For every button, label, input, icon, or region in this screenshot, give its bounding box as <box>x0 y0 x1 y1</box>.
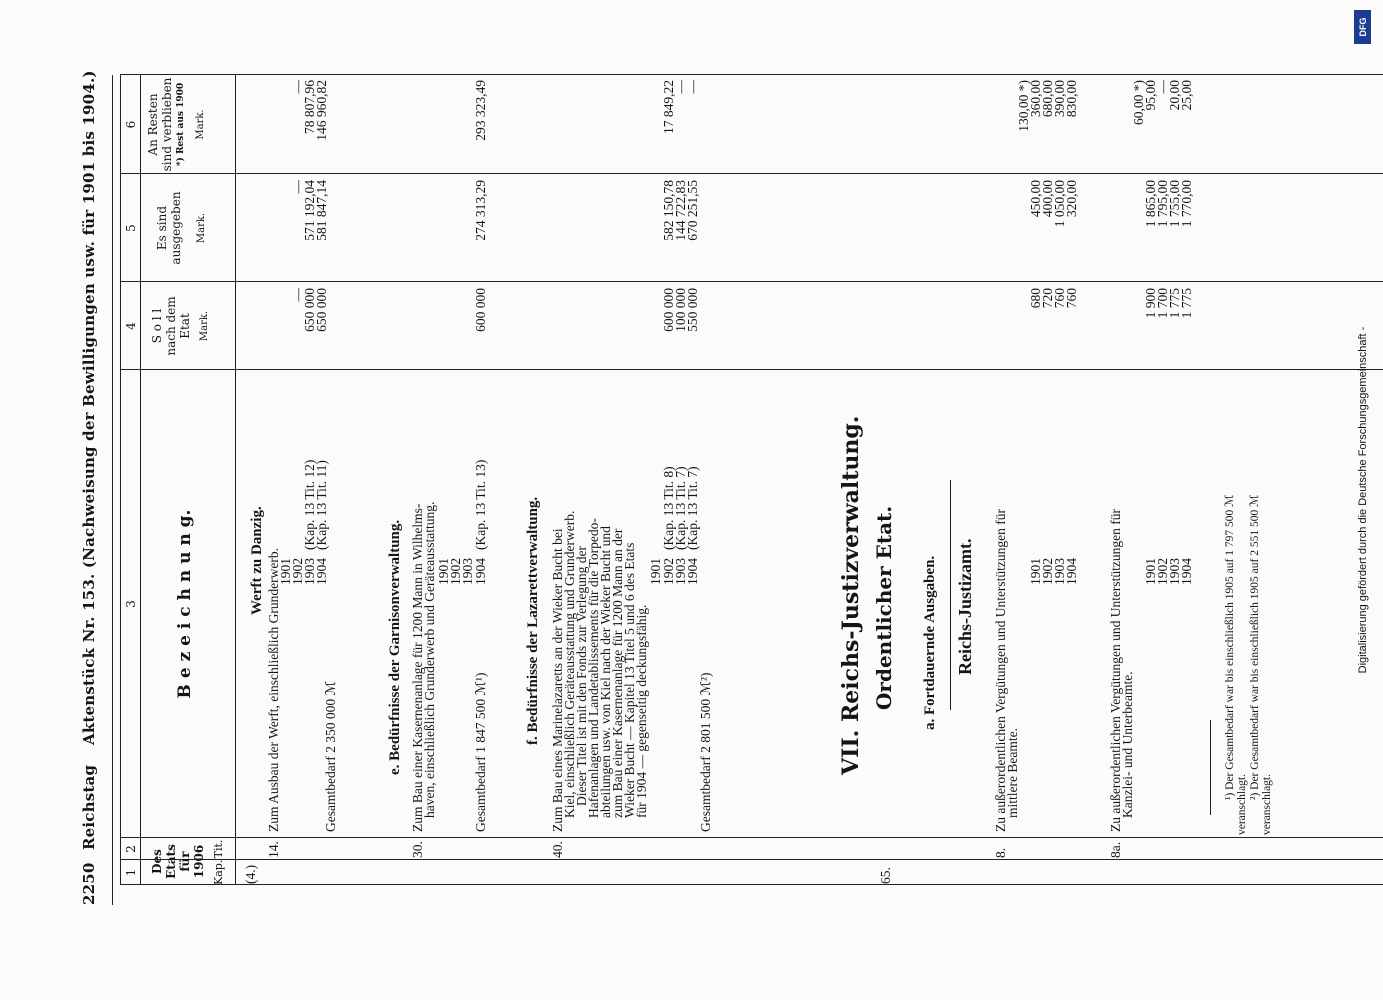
tit8a-soll-1903: 1 775 <box>1167 288 1182 319</box>
dfg-logo-text: DFG <box>1357 17 1368 37</box>
colnum-6: 6 <box>124 120 138 129</box>
garnison-year-1903: 1903 <box>460 558 475 585</box>
header-rule <box>112 75 113 905</box>
werft-aus-1904: 581 847,14 <box>314 180 329 241</box>
werft-aus-1903: 571 192,04 <box>302 180 317 241</box>
tit8a-line-2: Kanzlei- und Unterbeamte. <box>1120 671 1135 818</box>
tit8-soll-1903: 760 <box>1052 288 1067 309</box>
tit8a-year-1901: 1901 <box>1143 558 1158 585</box>
tit8a-rest-1903: 20,00 <box>1167 80 1182 111</box>
col-ausgegeben-line-2: ausgegeben <box>169 191 183 265</box>
werft-total: Gesamtbedarf 2 350 000 ℳ <box>323 681 338 832</box>
lazarett-heading: f. Bedürfnisse der Lazarettverwaltung. <box>525 496 541 745</box>
colnum-4: 4 <box>124 322 138 330</box>
lazarett-ref-1902: (Kap. 13 Tit. 8) <box>661 466 676 550</box>
digitization-credit <box>1343 10 1383 990</box>
footnote-2-cont: veranschlagt. <box>1261 774 1273 835</box>
tit-40: 40. <box>550 841 565 858</box>
kap-4: (4.) <box>243 864 258 884</box>
tit8a-year-1903: 1903 <box>1167 558 1182 585</box>
col-border-3 <box>120 369 1383 370</box>
tit8-soll-1902: 720 <box>1040 288 1055 309</box>
garnison-line-2: haven, einschließlich Grunderwerb und Geräteausstattung. <box>422 501 437 818</box>
tit8-rest-1900: 130,00 *) <box>1016 80 1031 132</box>
col-reste-line-3: *) Rest aus 1900 <box>176 82 186 167</box>
header-title: Aktenstück Nr. 153. (Nachweisung der Bewilligungen usw. für 1901 bis 1904.) <box>80 70 98 745</box>
col-ausgegeben-unit: Mark. <box>196 212 207 244</box>
garnison-year-1904: 1904 <box>473 558 488 585</box>
tit8a-aus-1902: 1 795,00 <box>1155 180 1170 228</box>
werft-ref-1904: (Kap. 13 Tit. 11) <box>314 460 329 550</box>
col-ausgegeben-line-1: Es sind <box>155 205 169 251</box>
lazarett-ref-1904: (Kap. 13 Tit. 7) <box>685 466 700 550</box>
lazarett-line-4: Hafenanlagen und Landetablissements für die Torpedo- <box>586 518 601 818</box>
tit8a-soll-1901: 1 900 <box>1143 288 1158 319</box>
lazarett-year-1901: 1901 <box>648 558 663 585</box>
page-number: 2250 <box>80 862 98 905</box>
tit8-line-1: Zu außerordentlichen Vergütungen und Unterstützungen für <box>993 508 1008 832</box>
tit8a-rest-1902: — <box>1155 80 1170 94</box>
tit8-rest-1902: 680,00 <box>1040 80 1055 118</box>
col-soll-line-2: nach dem <box>164 296 178 356</box>
garnison-soll-1904: 600 000 <box>473 288 488 332</box>
tit8a-rest-1904: 25,00 <box>1179 80 1194 111</box>
credit-text: Digitalisierung gefördert durch die Deutsche Forschungsgemeinschaft - <box>1357 326 1369 674</box>
tit-14: 14. <box>266 841 281 858</box>
tit8a-soll-1904: 1 775 <box>1179 288 1194 319</box>
col-reste-line-1: An Resten <box>146 93 160 156</box>
lazarett-line-6: zum Bau einer Kasernenanlage für 1200 Mann an der <box>610 528 625 818</box>
tit8a-aus-1903: 1 755,00 <box>1167 180 1182 228</box>
werft-aus-1902: — <box>290 180 305 194</box>
tit8-rest-1903: 390,00 <box>1052 80 1067 118</box>
tit8a-year-1904: 1904 <box>1179 558 1194 585</box>
garnison-line-1: Zum Bau einer Kasernenanlage für 1200 Mann in Wilhelms- <box>410 503 425 832</box>
column-header-rule <box>235 75 236 885</box>
werft-rest-1904: 146 960,82 <box>314 80 329 141</box>
col-soll-line-1: S o l l <box>150 308 164 344</box>
lazarett-line-2: Kiel, einschließlich Geräteausstattung und Grunderwerb. <box>562 510 577 818</box>
lazarett-rest-1903: — <box>673 80 688 94</box>
lazarett-aus-1903: 144 722,83 <box>673 180 688 241</box>
col-border-5 <box>120 173 1383 174</box>
col-ausgegeben-header <box>155 174 209 282</box>
tit8-year-1903: 1903 <box>1052 558 1067 585</box>
col-reste-header <box>146 75 208 174</box>
lazarett-ref-1903: (Kap. 13 Tit. 7) <box>673 466 688 550</box>
tit8a-aus-1904: 1 770,00 <box>1179 180 1194 228</box>
col-tit-label: Tit. <box>212 839 225 859</box>
lazarett-soll-1903: 100 000 <box>673 288 688 332</box>
werft-soll-1904: 650 000 <box>314 288 329 332</box>
col-soll-unit: Mark. <box>199 310 210 342</box>
lazarett-year-1902: 1902 <box>661 558 676 585</box>
tit8-aus-1902: 400,00 <box>1040 180 1055 218</box>
tit8a-rest-1901: 95,00 <box>1143 80 1158 111</box>
justiz-amt: Reichs-Justizamt. <box>955 538 975 675</box>
colnum-1: 1 <box>124 868 138 877</box>
tit-8a: 8a. <box>1108 841 1123 858</box>
garnison-ref-1904: (Kap. 13 Tit. 13) <box>473 459 488 550</box>
tit8a-rest-1900: 60,00 *) <box>1131 80 1146 125</box>
tit8-line-2: mittlere Beamte. <box>1005 728 1020 818</box>
tit8-rest-1904: 830,00 <box>1064 80 1079 118</box>
lazarett-line-5: abteilungen usw. von Kiel nach der Wieker Bucht und <box>598 526 613 818</box>
tit8-aus-1904: 320,00 <box>1064 180 1079 218</box>
col-reste-line-2: sind verblieben <box>160 77 174 172</box>
tit8a-soll-1902: 1 700 <box>1155 288 1170 319</box>
tit8-year-1901: 1901 <box>1028 558 1043 585</box>
footnote-rule <box>1210 720 1211 815</box>
justiz-heading: VII. Reichs-Justizverwaltung. <box>838 415 864 775</box>
lazarett-rest-1904: — <box>685 80 700 94</box>
col-border-left <box>120 884 1383 885</box>
werft-line-1: Zum Ausbau der Werft, einschließlich Grunderwerb. <box>266 548 281 832</box>
tit8-aus-1903: 1 050,00 <box>1052 180 1067 228</box>
tit8-year-1902: 1902 <box>1040 558 1055 585</box>
tit8-soll-1901: 680 <box>1028 288 1043 309</box>
lazarett-soll-1902: 600 000 <box>661 288 676 332</box>
col-kap-label: Kap. <box>212 859 225 885</box>
tit8a-line-1: Zu außerordentlichen Vergütungen und Unterstützungen für <box>1108 508 1123 832</box>
footnote-2: ²) Der Gesamtbedarf war bis einschließlich 1905 auf 2 551 500 ℳ <box>1249 494 1261 800</box>
tit8-soll-1904: 760 <box>1064 288 1079 309</box>
tit8-year-1904: 1904 <box>1064 558 1079 585</box>
lazarett-year-1903: 1903 <box>673 558 688 585</box>
werft-rest-1902: — <box>290 80 305 94</box>
justiz-underline <box>950 480 951 710</box>
lazarett-line-1: Zum Bau eines Marinelazaretts an der Wieker Bucht bei <box>550 528 565 832</box>
werft-year-1901: 1901 <box>278 558 293 585</box>
col-bezeichnung-label: B e z e i c h n u n g. <box>175 509 195 699</box>
lazarett-aus-1904: 670 251,55 <box>685 180 700 241</box>
footnote-1: ¹) Der Gesamtbedarf war bis einschließlich 1905 auf 1 797 500 ℳ <box>1224 494 1236 800</box>
tit-30: 30. <box>410 841 425 858</box>
col-border-right <box>120 74 1383 75</box>
lazarett-line-7: Wieker Bucht — Kapitel 13 Titel 5 und 6 des Etats <box>622 542 637 818</box>
colnum-2: 2 <box>124 845 138 853</box>
werft-rest-1903: 78 807,96 <box>302 80 317 134</box>
werft-soll-1902: — <box>290 288 305 302</box>
etat-group-label: Des Etats für 1906 <box>150 844 206 879</box>
garnison-year-1902: 1902 <box>448 558 463 585</box>
lazarett-rest-1902: 17 849,22 <box>661 80 676 134</box>
dfg-logo <box>1354 10 1371 44</box>
lazarett-aus-1902: 582 150,78 <box>661 180 676 241</box>
tit8a-aus-1901: 1 865,00 <box>1143 180 1158 228</box>
tit8-rest-1901: 360,00 <box>1028 80 1043 118</box>
col-border-1 <box>120 859 1383 860</box>
werft-year-1902: 1902 <box>290 558 305 585</box>
werft-heading: Werft zu Danzig. <box>249 506 265 615</box>
lazarett-soll-1904: 550 000 <box>685 288 700 332</box>
werft-year-1904: 1904 <box>314 558 329 585</box>
kap-65: 65. <box>878 867 893 884</box>
werft-year-1903: 1903 <box>302 558 317 585</box>
colnum-5: 5 <box>124 224 138 232</box>
lazarett-year-1904: 1904 <box>685 558 700 585</box>
tit8a-year-1902: 1902 <box>1155 558 1170 585</box>
col-soll-line-3: Etat <box>178 313 192 339</box>
table-top-rule <box>120 75 121 885</box>
lazarett-line-3: Dieser Titel ist mit den Fonds zur Verlegung der <box>574 546 589 806</box>
tit-8: 8. <box>993 847 1008 858</box>
colnum-3: 3 <box>124 600 138 608</box>
werft-soll-1903: 650 000 <box>302 288 317 332</box>
header-left: Reichstag <box>80 764 98 850</box>
garnison-aus-1904: 274 313,29 <box>473 180 488 241</box>
justiz-ordentlich: Ordentlicher Etat. <box>872 505 896 710</box>
garnison-rest-1904: 293 323,49 <box>473 80 488 141</box>
werft-ref-1903: (Kap. 13 Tit. 12) <box>302 459 317 550</box>
column-number-rule <box>140 75 141 885</box>
col-soll-header <box>150 282 212 370</box>
lazarett-line-8: für 1904 — gegenseitig deckungsfähig. <box>634 604 649 818</box>
garnison-heading: e. Bedürfnisse der Garnisonverwaltung. <box>387 519 403 775</box>
col-border-2 <box>120 837 1383 838</box>
col-border-4 <box>120 281 1383 282</box>
justiz-fortdauernd: a. Fortdauernde Ausgaben. <box>922 555 938 730</box>
lazarett-total: Gesamtbedarf 2 801 500 ℳ²) <box>698 672 713 832</box>
footnote-1-cont: veranschlagt. <box>1236 774 1248 835</box>
garnison-total: Gesamtbedarf 1 847 500 ℳ¹) <box>473 672 488 832</box>
col-reste-unit: Mark. <box>195 109 206 140</box>
garnison-year-1901: 1901 <box>436 558 451 585</box>
tit8-aus-1901: 450,00 <box>1028 180 1043 218</box>
